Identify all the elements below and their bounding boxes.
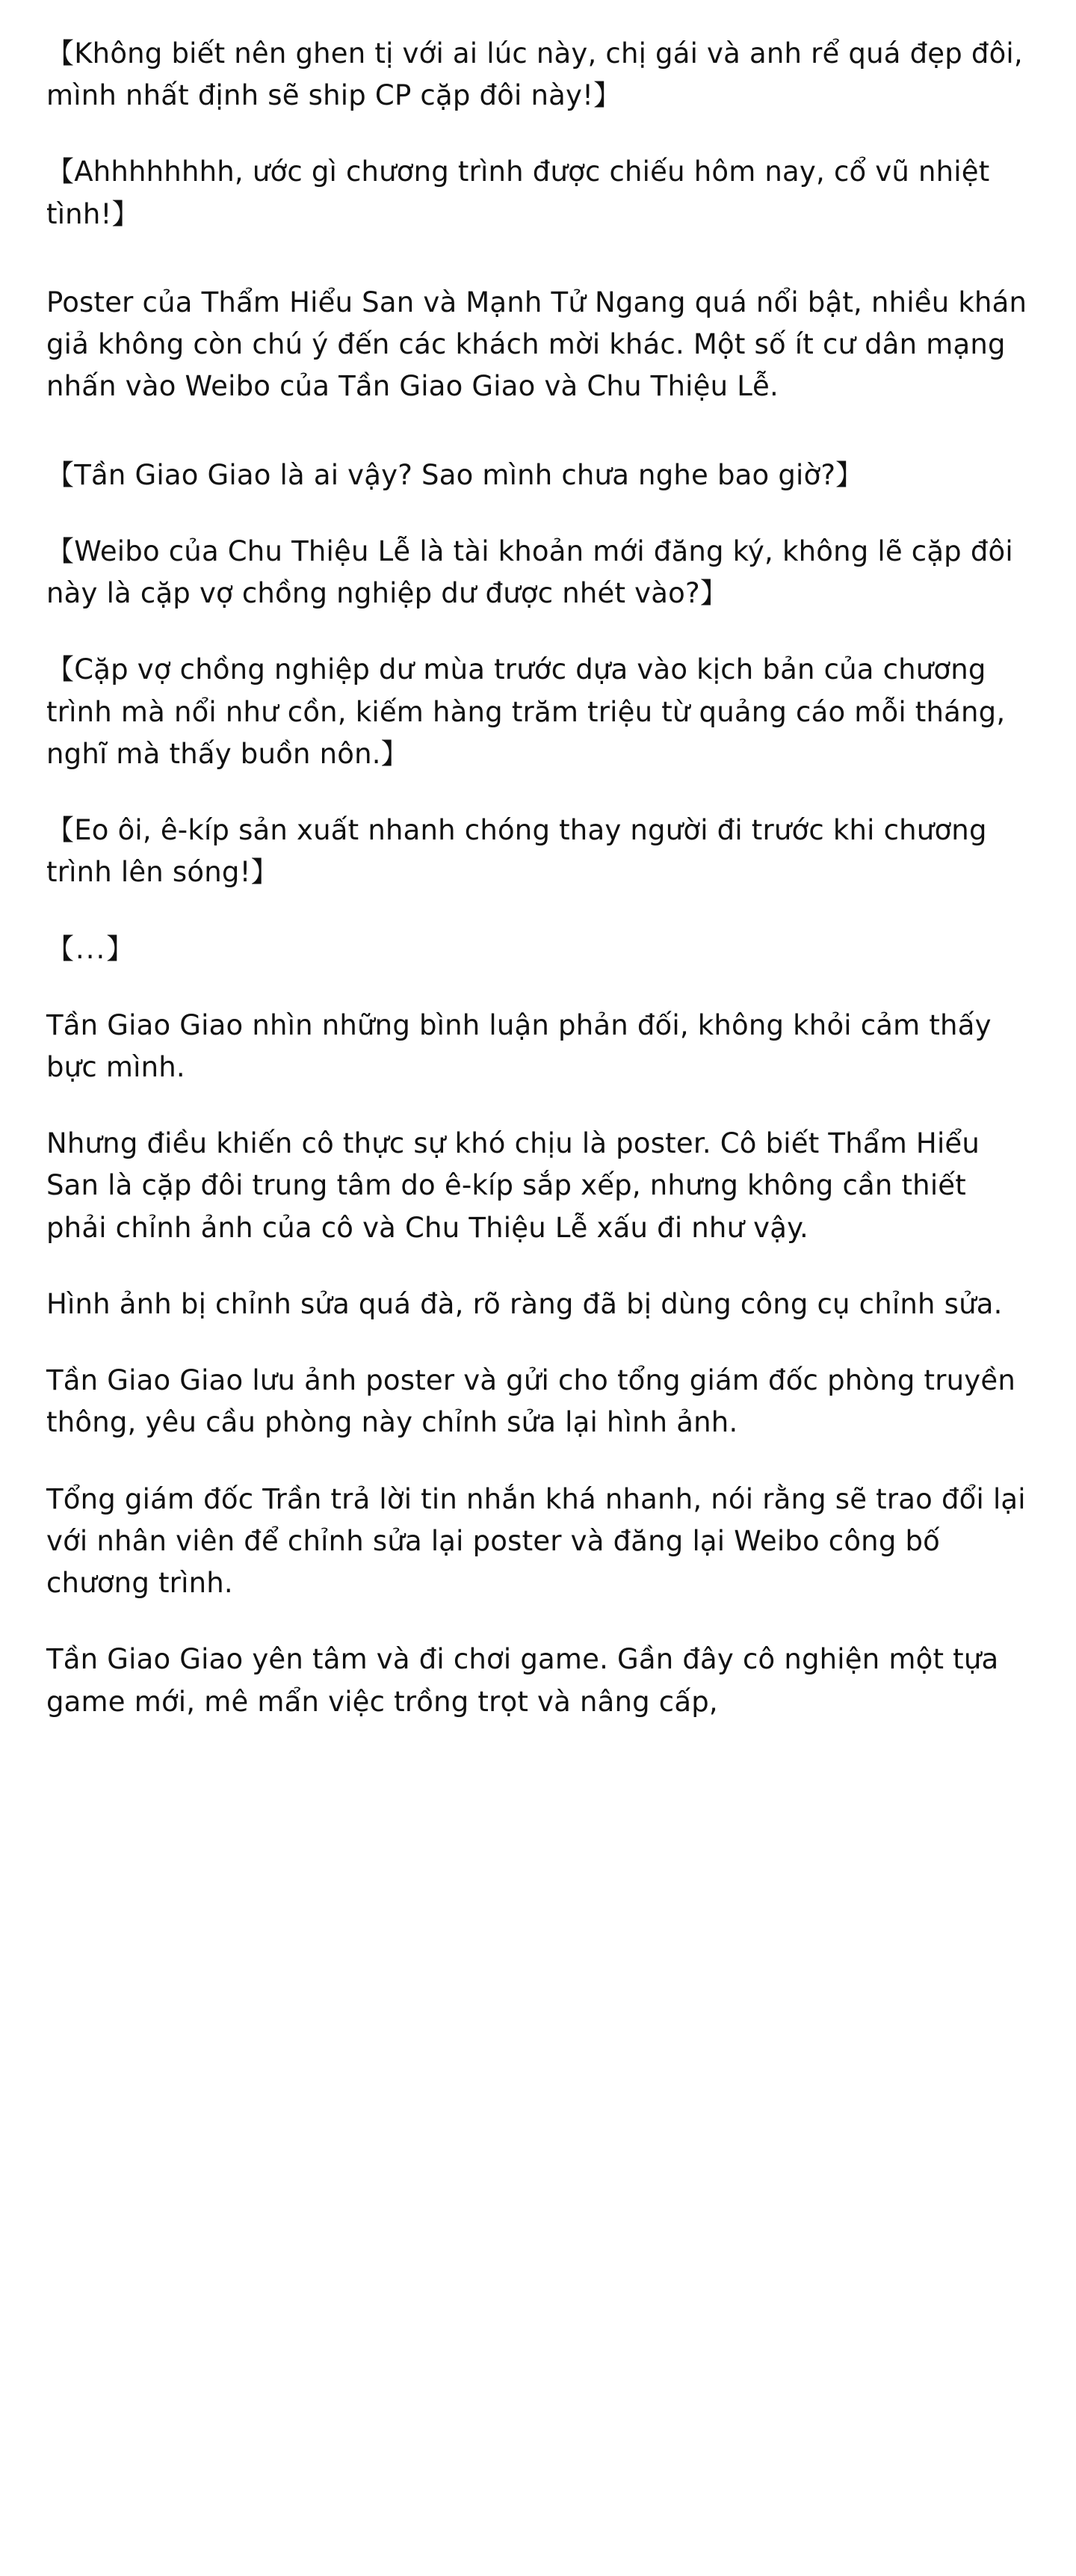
paragraph-narration-1: Poster của Thẩm Hiểu San và Mạnh Tử Ngang quá nổi bật, nhiều khán giả không còn chú ý đến các khách mời khác. Một số ít cư dân mạng nhấn vào Weibo của Tần Giao Giao và Chu Thiệu Lễ. xyxy=(46,286,1036,403)
paragraph-comment-2: 【Ahhhhhhhh, ước gì chương trình được chiếu hôm nay, cổ vũ nhiệt tình!】 xyxy=(46,155,999,230)
paragraph-comment-4: 【Weibo của Chu Thiệu Lễ là tài khoản mới đăng ký, không lẽ cặp đôi này là cặp vợ chồng nghiệp dư được nhét vào?】 xyxy=(46,534,1022,610)
paragraph-comment-3: 【Tần Giao Giao là ai vậy? Sao mình chưa nghe bao giờ?】 xyxy=(46,458,864,491)
paragraph-ellipsis: 【...】 xyxy=(46,932,136,965)
paragraph-comment-6: 【Eo ôi, ê-kíp sản xuất nhanh chóng thay người đi trước khi chương trình lên sóng!】 xyxy=(46,814,996,889)
paragraph-narration-3: Nhưng điều khiến cô thực sự khó chịu là poster. Cô biết Thẩm Hiểu San là cặp đôi trung tâm do ê-kíp sắp xếp, nhưng không cần thiết phải chỉnh ảnh của cô và Chu Thiệu Lễ xấu đi như vậy. xyxy=(46,1127,989,1244)
paragraph-narration-7: Tần Giao Giao yên tâm và đi chơi game. Gần đây cô nghiện một tựa game mới, mê mẩn việc trồng trọt và nâng cấp, xyxy=(46,1643,1008,1718)
paragraph-narration-6: Tổng giám đốc Trần trả lời tin nhắn khá nhanh, nói rằng sẽ trao đổi lại với nhân viên để chỉnh sửa lại poster và đăng lại Weibo công bố chương trình. xyxy=(46,1482,1035,1600)
paragraph-narration-4: Hình ảnh bị chỉnh sửa quá đà, rõ ràng đã bị dùng công cụ chỉnh sửa. xyxy=(46,1287,1003,1320)
paragraph-narration-2: Tần Giao Giao nhìn những bình luận phản đối, không khỏi cảm thấy bực mình. xyxy=(46,1008,1001,1083)
paragraph-comment-1: 【Không biết nên ghen tị với ai lúc này, chị gái và anh rể quá đẹp đôi, mình nhất định sẽ ship CP cặp đôi này!】 xyxy=(46,37,1032,112)
paragraph-narration-5: Tần Giao Giao lưu ảnh poster và gửi cho tổng giám đốc phòng truyền thông, yêu cầu phòng này chỉnh sửa lại hình ảnh. xyxy=(46,1364,1024,1439)
paragraph-comment-5: 【Cặp vợ chồng nghiệp dư mùa trước dựa vào kịch bản của chương trình mà nổi như cồn, kiếm hàng trăm triệu từ quảng cáo mỗi tháng, nghĩ mà thấy buồn nôn.】 xyxy=(46,653,1015,770)
